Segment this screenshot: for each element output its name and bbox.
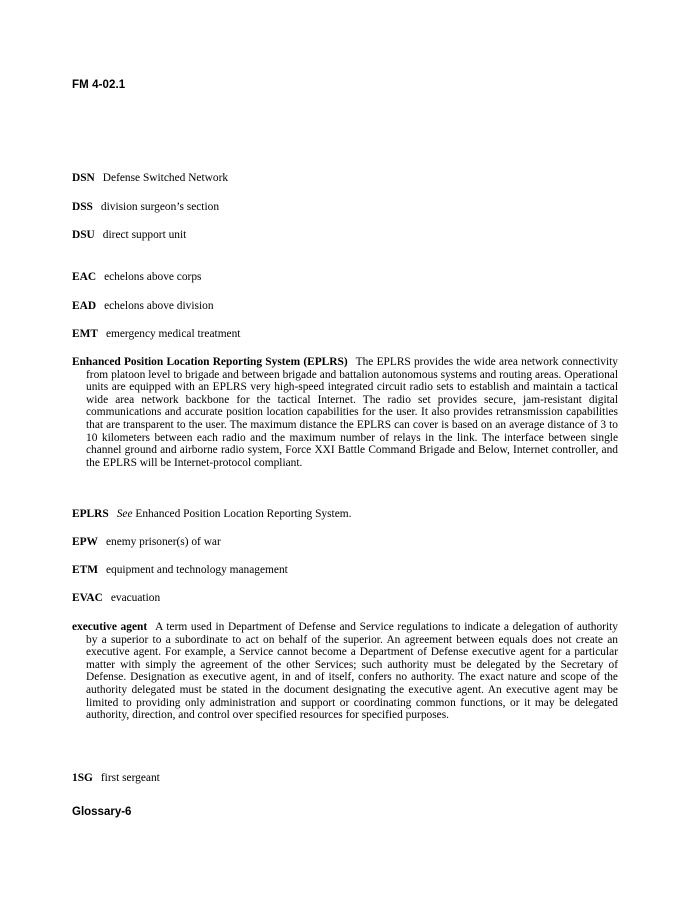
glossary-definition: The EPLRS provides the wide area network connectivity from platoon level to brigade and between brigade and battalion autonomous systems and routing areas. Operational units are equipped with an EPLRS very high-speed integrated circuit radio sets to establish and maintain a tactical wide area network backbone for the tactical Internet. The radio set provides secure, jam-resistant digital communications and accurate position location capabilities for the user. It also provides retransmission capabilities that are transparent to the user. The maximum distance the EPLRS can cover is based on an average distance of 3 to 10 kilometers between each radio and the maximum number of relays in the link. The interface between single channel ground and airborne radio system, Force XXI Battle Command Brigade and Below, Internet controller, and the EPLRS will be Internet-protocol compliant. — [86, 356, 618, 469]
glossary-definition: echelons above corps — [104, 271, 202, 283]
glossary-term: DSN — [72, 172, 95, 184]
glossary-definition: evacuation — [110, 592, 161, 604]
glossary-entry-executive-agent — [72, 621, 618, 722]
glossary-entry-eplrs-full — [72, 356, 618, 469]
glossary-entry-epw — [72, 536, 618, 549]
glossary-definition: equipment and technology management — [105, 564, 288, 576]
see-reference: See — [116, 508, 133, 520]
glossary-term: EAC — [72, 271, 97, 283]
glossary-entry-emt — [72, 328, 618, 341]
glossary-definition: direct support unit — [102, 229, 187, 241]
glossary-term: Enhanced Position Location Reporting System (EPLRS) — [72, 356, 348, 368]
glossary-term: EMT — [72, 328, 98, 340]
glossary-term: DSS — [72, 201, 93, 213]
glossary-term: DSU — [72, 229, 95, 241]
glossary-definition: emergency medical treatment — [105, 328, 241, 340]
glossary-definition: enemy prisoner(s) of war — [105, 536, 221, 548]
glossary-term: ETM — [72, 564, 98, 576]
glossary-definition: division surgeon’s section — [100, 201, 220, 213]
glossary-entry-dss — [72, 201, 618, 214]
glossary-definition: Defense Switched Network — [102, 172, 229, 184]
glossary-definition: echelons above division — [104, 300, 214, 312]
page-header: FM 4-02.1 — [72, 79, 126, 91]
glossary-definition: A term used in Department of Defense and Service regulations to indicate a delegation of authority by a superior to a subordinate to act on behalf of the superior. An agreement between equals does not create an executive agent. For example, a Service cannot become a Department of Defense executive agent for a particular matter with simply the agreement of the other Services; such authority must be delegated by the Secretary of Defense. Designation as executive agent, in and of itself, confers no authority. The exact nature and scope of the authority delegated must be stated in the document designating the executive agent. An executive agent may be limited to providing only administration and support or coordinating common functions, or it may be delegated authority, direction, and control over specified resources for specified purposes. — [86, 621, 618, 722]
glossary-entry-eac — [72, 271, 618, 284]
glossary-entry-evac — [72, 592, 618, 605]
glossary-term: EVAC — [72, 592, 103, 604]
glossary-term: EPLRS — [72, 508, 109, 520]
glossary-term: 1SG — [72, 772, 93, 784]
glossary-definition: first sergeant — [100, 772, 160, 784]
glossary-entry-dsu — [72, 229, 618, 242]
glossary-entry-eplrs — [72, 508, 618, 521]
glossary-entry-etm — [72, 564, 618, 577]
glossary-entry-ead — [72, 300, 618, 313]
glossary-entry-1sg — [72, 772, 618, 785]
glossary-term: EAD — [72, 300, 97, 312]
page-footer: Glossary-6 — [72, 806, 132, 818]
glossary-definition: Enhanced Position Location Reporting System. — [135, 508, 352, 520]
glossary-entry-dsn — [72, 172, 618, 185]
glossary-term: executive agent — [72, 621, 148, 633]
glossary-term: EPW — [72, 536, 98, 548]
